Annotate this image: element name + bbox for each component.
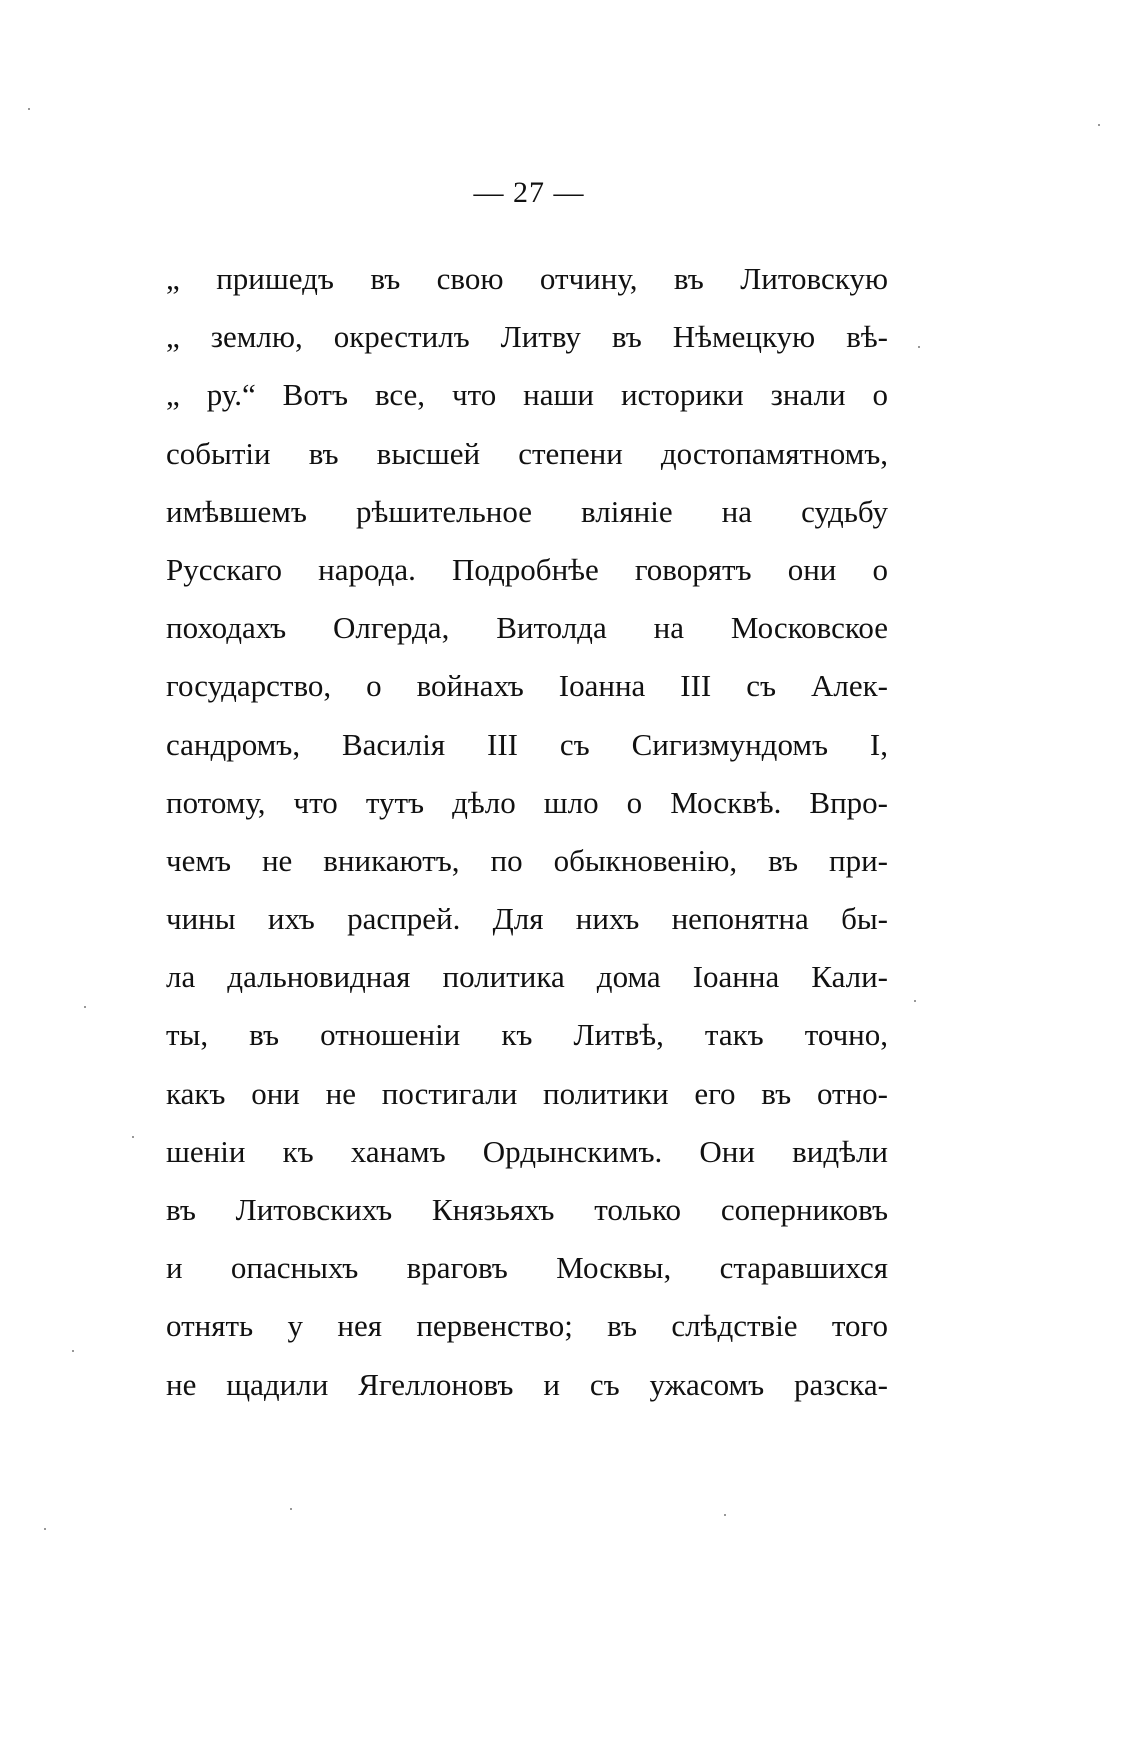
text-line: шеніи къ ханамъ Ордынскимъ. Они видѣли	[166, 1133, 888, 1169]
text-line: ла дальновидная политика дома Іоанна Кали-	[166, 959, 888, 995]
scan-speck	[132, 1136, 134, 1138]
scan-speck	[914, 1000, 916, 1002]
text-line: въ Литовскихъ Князьяхъ только соперниковъ	[166, 1192, 888, 1227]
scan-speck	[918, 346, 920, 348]
scan-speck	[290, 1508, 292, 1510]
scan-speck	[44, 1528, 46, 1530]
text-line: „ пришедъ въ свою отчину, въ Литовскую	[166, 261, 888, 296]
body-text	[166, 250, 888, 1414]
text-line: какъ они не постигали политики его въ отно-	[166, 1075, 888, 1111]
scan-speck	[72, 1350, 74, 1352]
page-number: — 27 —	[473, 176, 585, 209]
scan-speck	[84, 1006, 86, 1008]
text-line: имѣвшемъ рѣшительное вліяніе на судьбу	[166, 493, 888, 529]
text-line: и опасныхъ враговъ Москвы, старавшихся	[166, 1250, 888, 1286]
text-line: событіи въ высшей степени достопамятномъ,	[166, 435, 888, 471]
text-line: походахъ Олгерда, Витолда на Московское	[166, 610, 888, 646]
scan-speck	[28, 108, 30, 110]
text-line: чины ихъ распрей. Для нихъ непонятна бы-	[166, 901, 888, 937]
text-line: чемъ не вникаютъ, по обыкновенію, въ при-	[166, 842, 888, 878]
text-line: отнять у нея первенство; въ слѣдствіе того	[166, 1308, 888, 1344]
scan-speck	[724, 1514, 726, 1516]
text-line: ты, въ отношеніи къ Литвѣ, такъ точно,	[166, 1017, 888, 1053]
text-line: не щадили Ягеллоновъ и съ ужасомъ разска-	[166, 1366, 888, 1402]
text-line: Русскаго народа. Подробнѣе говорятъ они о	[166, 551, 888, 587]
text-line: „ землю, окрестилъ Литву въ Нѣмецкую вѣ-	[166, 319, 888, 355]
text-line: „ ру.“ Вотъ все, что наши историки знали о	[166, 377, 888, 413]
text-line: государство, о войнахъ Іоанна III съ Алек-	[166, 668, 888, 704]
scan-speck	[1098, 124, 1100, 126]
text-line: сандромъ, Василія III съ Сигизмундомъ I,	[166, 726, 888, 762]
text-line: потому, что тутъ дѣло шло о Москвѣ. Впро-	[166, 784, 888, 820]
